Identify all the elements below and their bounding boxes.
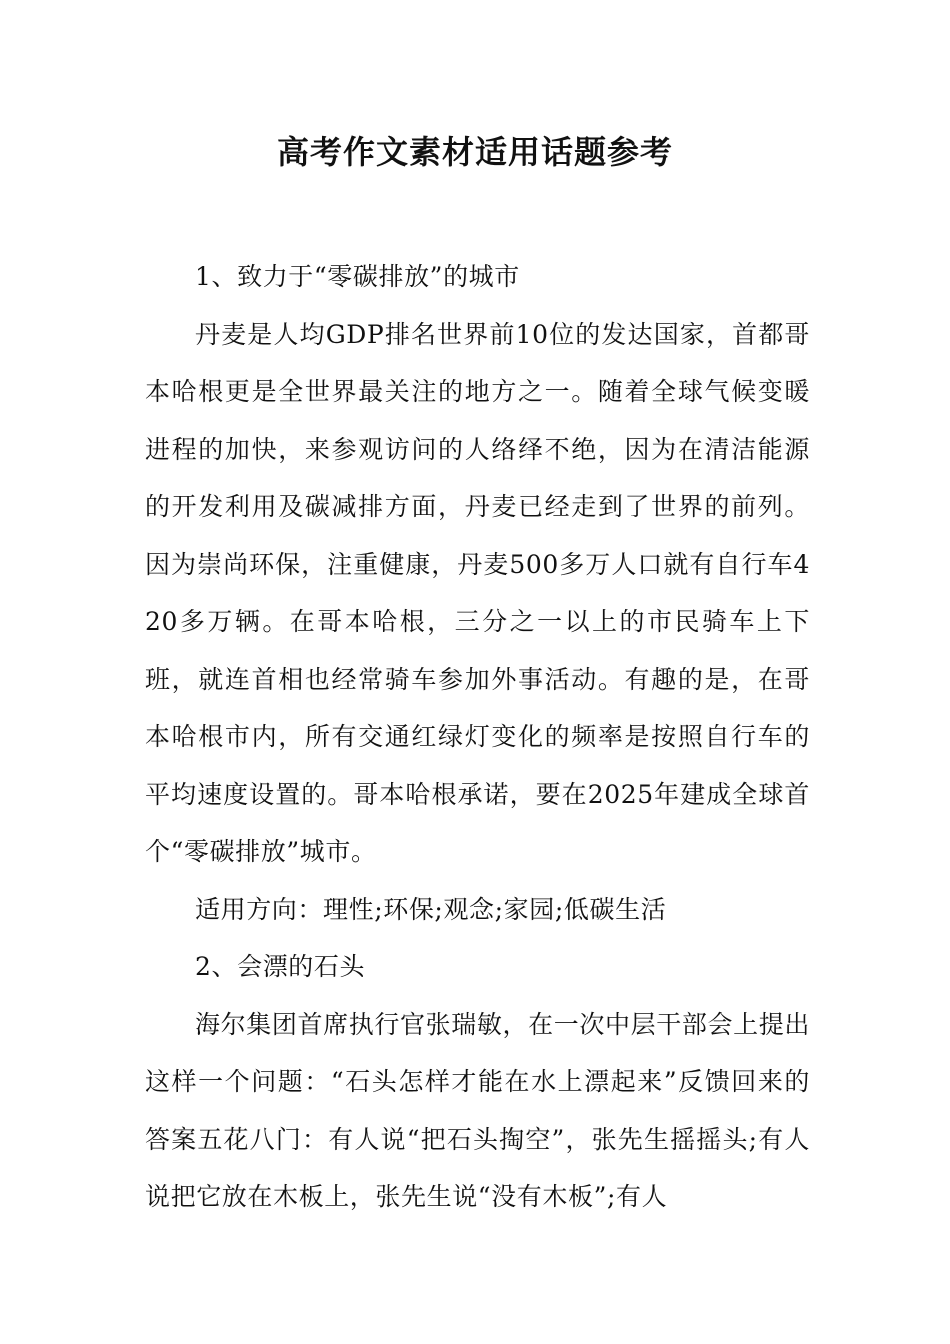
applicable-topics-1: 适用方向：理性;环保;观念;家园;低碳生活 <box>195 894 667 924</box>
body-paragraph-2: 海尔集团首席执行官张瑞敏，在一次中层干部会上提出这样一个问题：“石头怎样才能在水上漂起来”反馈回来的答案五花八门：有人说“把石头掏空”，张先生摇摇头;有人说把它放在木板上，张先生说“没有木板”;有人 <box>145 1009 810 1211</box>
document-title: 高考作文素材适用话题参考 <box>276 133 673 171</box>
body-paragraph-1: 丹麦是人均GDP排名世界前10位的发达国家，首都哥本哈根更是全世界最关注的地方之一。随着全球气候变暖进程的加快，来参观访问的人络绎不绝，因为在清洁能源的开发利用及碳减排方面，丹麦已经走到了世界的前列。因为崇尚环保，注重健康，丹麦500多万人口就有自行车420多万辆。在哥本哈根，三分之一以上的市民骑车上下班，就连首相也经常骑车参加外事活动。有趣的是，在哥本哈根市内，所有交通红绿灯变化的频率是按照自行车的平均速度设置的。哥本哈根承诺，要在2025年建成全球首个“零碳排放”城市。 <box>145 319 810 866</box>
section-heading-2: 2、会漂的石头 <box>195 952 366 981</box>
section-heading-1: 1、致力于“零碳排放”的城市 <box>195 262 520 291</box>
document-body <box>145 248 810 1226</box>
